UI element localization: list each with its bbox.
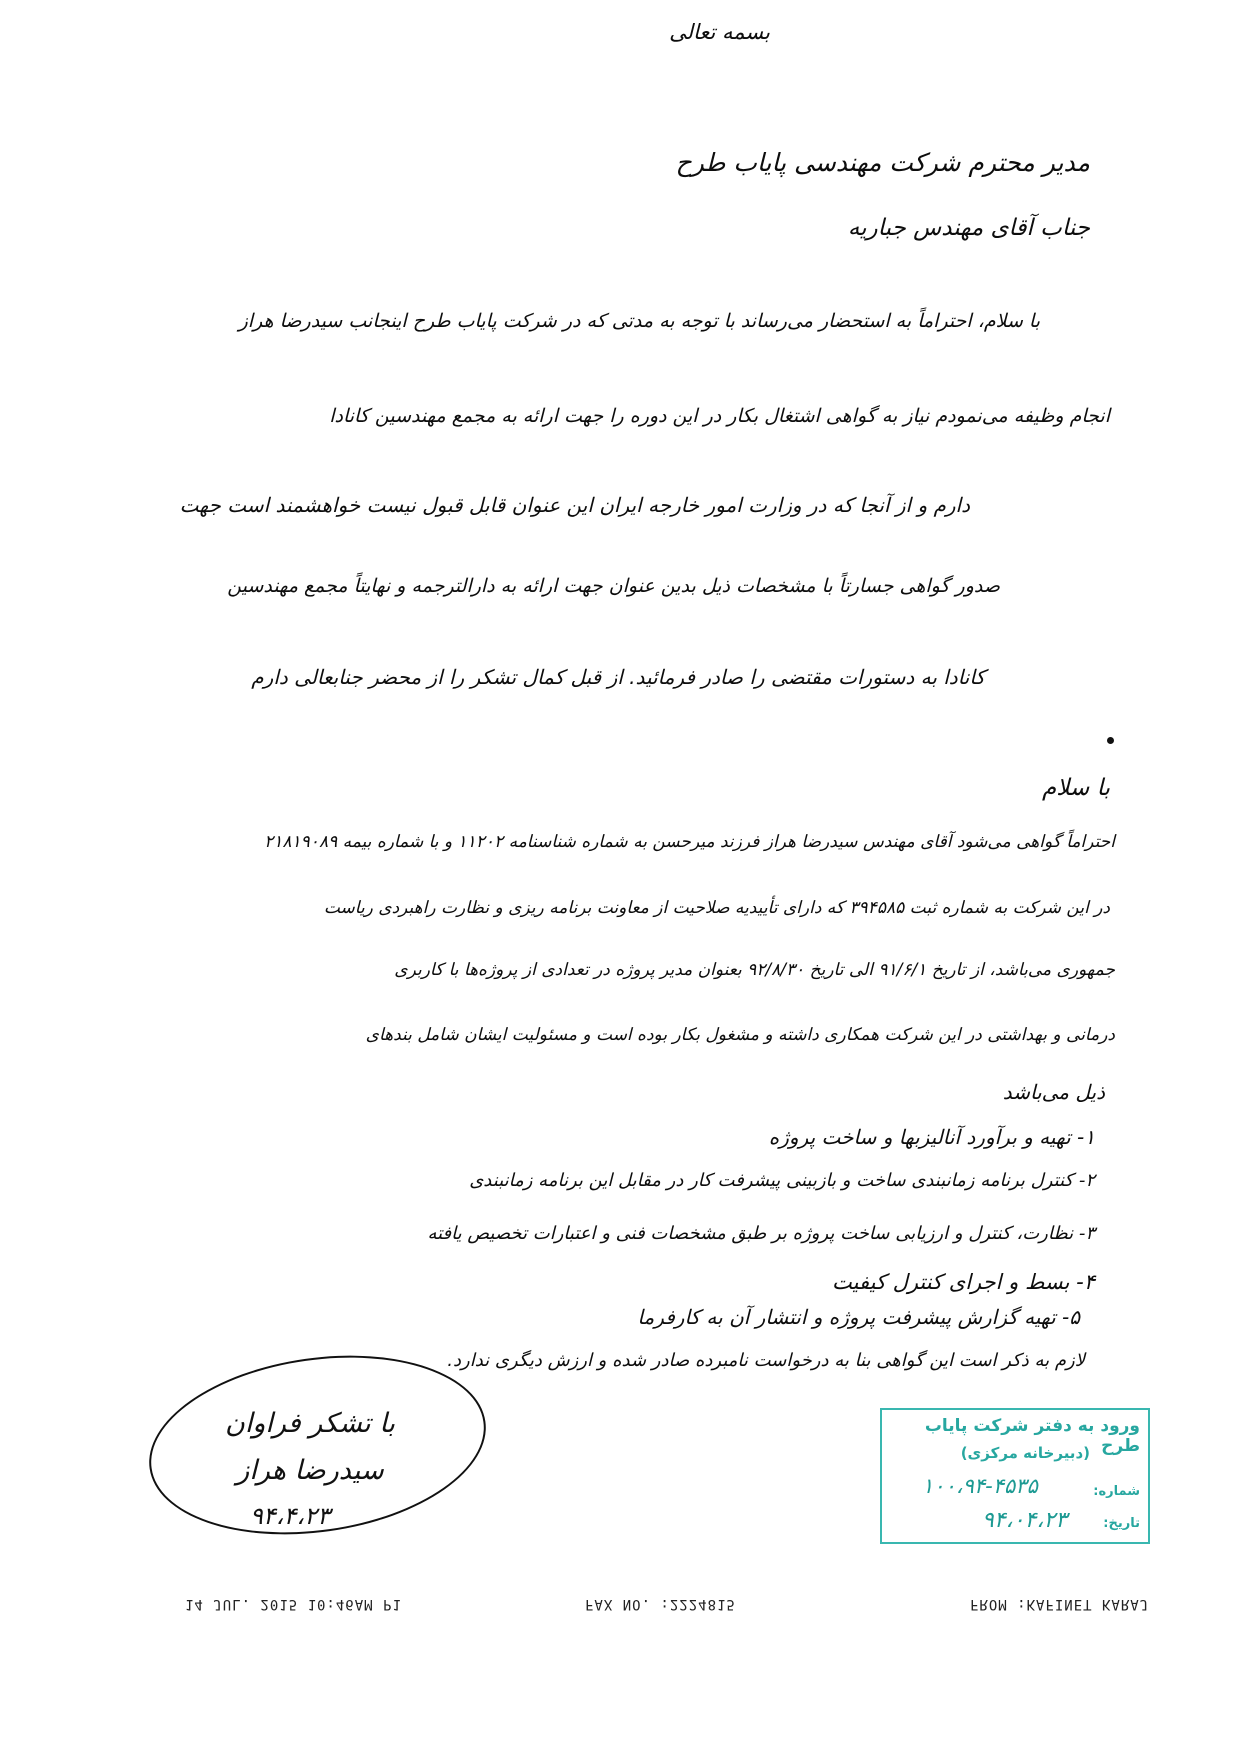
duty-item-1: ۱- تهیه و برآورد آنالیزبها و ساخت پروژه [768, 1125, 1095, 1149]
letter-line-5: کانادا به دستورات مقتضی را صادر فرمائید. از قبل کمال تشکر را از محضر جنابعالی دارم [251, 665, 985, 689]
reply-line-2: در این شرکت به شماره ثبت ۳۹۴۵۸۵ که دارای تأییدیه صلاحیت از معاونت برنامه ریزی و نظارت راهبردی ریاست [323, 898, 1110, 918]
invocation: بسمه تعالی [669, 20, 770, 44]
signature-line-2: سیدرضا هراز [236, 1455, 384, 1486]
ink-dot [1107, 737, 1114, 744]
reply-line-3: جمهوری می‌باشد، از تاریخ ۹۱/۶/۱ الی تاریخ ۹۲/۸/۳۰ بعنوان مدیر پروژه در تعدادی از پروژه‌ها با کاربری [394, 960, 1115, 980]
duty-item-2: ۲- کنترل برنامه زمانبندی ساخت و بازبینی پیشرفت کار در مقابل این برنامه زمانبندی [469, 1170, 1095, 1191]
letter-line-4: صدور گواهی جسارتاً با مشخصات ذیل بدین عنوان جهت ارائه به دارالترجمه و نهایتاً مجمع مهندسین [227, 575, 1000, 597]
fax-header-right: FROM :KAFINET KARAJ [970, 1596, 1150, 1612]
duty-item-5: ۵- تهیه گزارش پیشرفت پروژه و انتشار آن به کارفرما [637, 1305, 1080, 1329]
registry-stamp [880, 1408, 1150, 1544]
stamp-subtitle: (دبیرخانه مرکزی) [960, 1444, 1090, 1462]
letter-line-3: دارم و از آنجا که در وزارت امور خارجه ایران این عنوان قابل قبول نیست خواهشمند است جهت [179, 493, 970, 517]
stamp-date-label: تاریخ: [1103, 1516, 1140, 1531]
letter-line-1: با سلام، احتراماً به استحضار می‌رساند با توجه به مدتی که در شرکت پایاب طرح اینجانب سیدرضا هراز [238, 310, 1040, 332]
closing-line: لازم به ذکر است این گواهی بنا به درخواست نامبرده صادر شده و ارزش دیگری ندارد. [447, 1350, 1085, 1371]
reply-line-4: درمانی و بهداشتی در این شرکت همکاری داشته و مشغول بکار بوده است و مسئولیت ایشان شامل بندهای [365, 1025, 1115, 1045]
duty-item-4: ۴- بسط و اجرای کنترل کیفیت [832, 1270, 1095, 1294]
fax-header-left: 14 JUL. 2015 10:46AM P1 [185, 1596, 402, 1612]
recipient-line-2: جناب آقای مهندس جباریه [847, 215, 1090, 241]
stamp-number-label: شماره: [1093, 1484, 1140, 1499]
recipient-line-1: مدیر محترم شرکت مهندسی پایاب طرح [675, 148, 1090, 177]
signature-line-3: ۹۴،۴،۲۳ [250, 1502, 330, 1530]
duty-item-3: ۳- نظارت، کنترل و ارزیابی ساخت پروژه بر طبق مشخصات فنی و اعتبارات تخصیص یافته [427, 1223, 1095, 1244]
stamp-title: ورود به دفتر شرکت پایاب طرح [924, 1416, 1140, 1456]
reply-greeting: با سلام [1042, 775, 1110, 801]
stamp-number-value: ۱۰۰،۹۴-۴۵۳۵ [922, 1474, 1038, 1498]
stamp-date-value: ۹۴،۰۴،۲۳ [982, 1508, 1068, 1533]
fax-header-middle: FAX NO. :2224815 [585, 1596, 736, 1612]
reply-line-5: ذیل می‌باشد [1002, 1080, 1105, 1104]
reply-line-1: احتراماً گواهی می‌شود آقای مهندس سیدرضا هراز فرزند میرحسن به شماره شناسنامه ۱۱۲۰۲ و با شماره بیمه ۲۱۸۱۹۰۸۹ [264, 832, 1115, 852]
signature-line-1: با تشکر فراوان [225, 1408, 395, 1439]
letter-line-2: انجام وظیفه می‌نمودم نیاز به گواهی اشتغال بکار در این دوره را جهت ارائه به مجمع مهندسین کانادا [329, 405, 1110, 427]
